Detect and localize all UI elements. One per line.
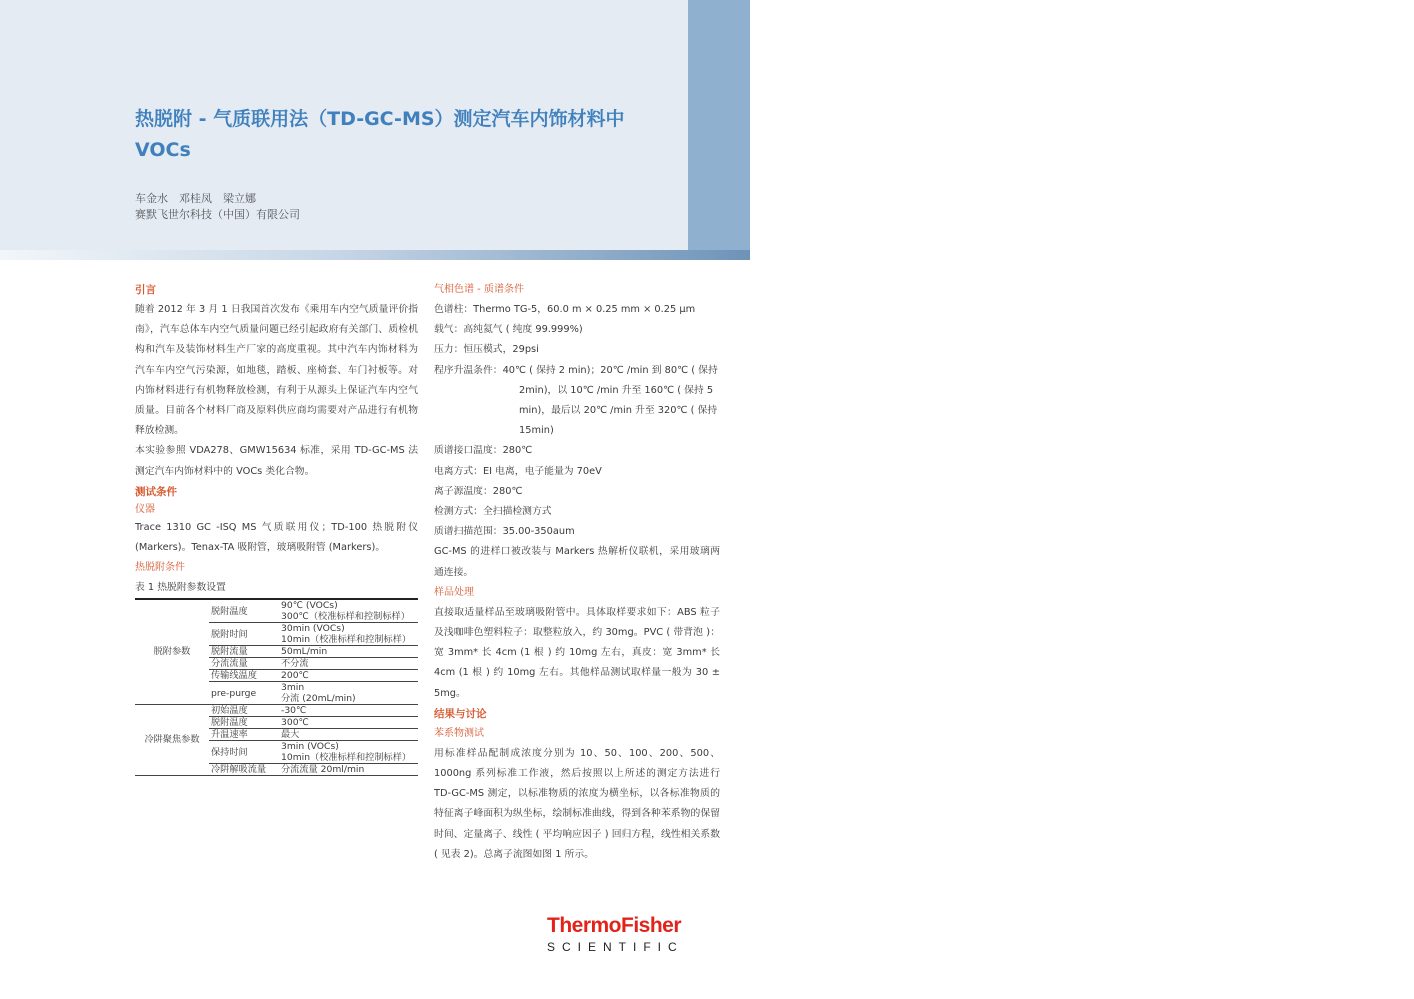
gcms-conditions-heading: 气相色谱 - 质谱条件 [434, 284, 524, 295]
inlet-note: GC-MS 的进样口被改装与 Markers 热解析仪联机，采用玻璃两通连接。 [434, 546, 720, 578]
test-conditions-heading: 测试条件 [135, 485, 177, 498]
table-cell-value: 90℃ (VOCs) 300℃（校准标样和控制标样） [279, 599, 418, 623]
ionization: 电离方式：EI 电离，电子能量为 70eV [434, 465, 602, 477]
table-cell-key: 保持时间 [209, 741, 279, 764]
table-cell-key: 升温速率 [209, 729, 279, 741]
table-row [135, 599, 418, 623]
intro-heading: 引言 [135, 284, 156, 296]
ion-source-temp: 离子源温度：280℃ [434, 485, 523, 497]
intro-paragraph-2: 本实验参照 VDA278、GMW15634 标准，采用 TD-GC-MS 法测定汽车内饰材料中的 VOCs 类化合物。 [135, 445, 418, 477]
table-cell-value: 30min (VOCs) 10min（校准标样和控制标样） [279, 623, 418, 646]
sample-prep-paragraph: 直接取适量样品至玻璃吸附管中。具体取样要求如下：ABS 粒子及浅咖啡色塑料粒子：取整粒放入，约 30mg。PVC ( 带背泡 )：宽 3mm* 长 4cm (1 根 ) 约 10mg 左右，真皮：宽 3mm* 长 4cm (1 根 ) 约 10mg 左右。其他样品测试取样量一般为 30 ± 5mg。 [434, 606, 720, 699]
instrument-paragraph: Trace 1310 GC -ISQ MS 气质联用仪；TD-100 热脱附仪 (Markers)。Tenax-TA 吸附管，玻璃吸附管 (Markers)。 [135, 521, 418, 554]
temperature-program: 程序升温条件：40℃ ( 保持 2 min)；20℃ /min 到 80℃ ( 保持 2min)，以 10℃ /min 升至 160℃ ( 保持 5 min)，最后以 20℃ /min 升至 320℃ ( 保持 15min) [434, 364, 718, 437]
logo-wordmark: ThermoFisher [547, 914, 682, 937]
benzene-paragraph: 用标准样品配制成浓度分别为 10、50、100、200、500、1000ng 系列标准工作液，然后按照以上所述的测定方法进行 TD-GC-MS 测定，以标准物质的浓度为横坐标，以各标准物质的特征离子峰面积为纵坐标，绘制标准曲线，得到各种苯系物的保留时间、定量离子、线性 ( 平均响应因子 ) 回归方程，线性相关系数 ( 见表 2)。总离子流图如图 1 所示。 [434, 747, 720, 860]
affiliation: 赛默飞世尔科技（中国）有限公司 [135, 208, 300, 221]
table-cell-value: 3min (VOCs) 10min（校准标样和控制标样） [279, 741, 418, 764]
authors: 车金水 邓桂凤 梁立娜 [135, 192, 256, 205]
table-caption: 表 1 热脱附参数设置 [135, 582, 226, 594]
side-tab [688, 0, 1414, 250]
table-cell-value: 200℃ [279, 670, 418, 682]
application-note-label: Application Notes C_GCMS-8 [1402, 42, 1414, 208]
results-heading: 结果与讨论 [434, 707, 487, 720]
table-cell-key: 传输线温度 [209, 670, 279, 682]
table-cell-value: 300℃ [279, 717, 418, 729]
page-title: 热脱附 - 气质联用法（TD-GC-MS）测定汽车内饰材料中 VOCs [135, 108, 625, 161]
detection-mode: 检测方式：全扫描检测方式 [434, 506, 552, 518]
interface-temp: 质谱接口温度：280℃ [434, 445, 533, 457]
td-conditions-heading: 热脱附条件 [135, 562, 185, 574]
table-cell-key: 脱附温度 [209, 717, 279, 729]
scan-range: 质谱扫描范围：35.00-350aum [434, 526, 575, 538]
sample-prep-heading: 样品处理 [434, 586, 474, 598]
table-cell-value: 3min 分流 (20mL/min) [279, 682, 418, 705]
table-cell-value: 不分流 [279, 658, 418, 670]
table-cell-value: 分流流量 20ml/min [279, 764, 418, 776]
thermal-desorption-table [135, 598, 418, 776]
right-column [434, 280, 720, 865]
table-cell-key: 初始温度 [209, 705, 279, 717]
table-cell-value: 50mL/min [279, 646, 418, 658]
table-cell-key: 脱附温度 [209, 599, 279, 623]
pressure: 压力：恒压模式，29psi [434, 344, 539, 356]
intro-paragraph-1: 随着 2012 年 3 月 1 日我国首次发布《乘用车内空气质量评价指南》，汽车总体车内空气质量问题已经引起政府有关部门、质检机构和汽车及装饰材料生产厂家的高度重视。其中汽车内饰材料为汽车车内空气污染源，如地毯，踏板、座椅套、车门衬板等。对内饰材料进行有机物释放检测，有利于从源头上保证汽车内空气质量。目前各个材料厂商及原料供应商均需要对产品进行有机物释放检测。 [135, 304, 418, 437]
table-row [135, 705, 418, 717]
author-block [135, 191, 300, 223]
table-cell-key: 冷阱解吸流量 [209, 764, 279, 776]
table-cell-value: 最大 [279, 729, 418, 741]
benzene-test-heading: 苯系物测试 [434, 727, 484, 739]
table-cell-key: 脱附时间 [209, 623, 279, 646]
table-group-label: 冷阱聚焦参数 [135, 705, 209, 776]
column-spec: 色谱柱：Thermo TG-5，60.0 m × 0.25 mm × 0.25 μm [434, 304, 696, 315]
thermo-fisher-logo [547, 914, 702, 954]
table-group-label: 脱附参数 [135, 599, 209, 705]
table-cell-key: pre-purge [209, 682, 279, 705]
table-cell-key: 脱附流量 [209, 646, 279, 658]
header-divider-strip [0, 250, 750, 260]
instrument-heading: 仪器 [135, 503, 155, 515]
left-column [135, 280, 418, 776]
table-cell-value: -30℃ [279, 705, 418, 717]
table-cell-key: 分流流量 [209, 658, 279, 670]
carrier-gas: 载气：高纯氦气 ( 纯度 99.999%) [434, 324, 583, 336]
logo-subtitle: SCIENTIFIC [547, 940, 684, 954]
